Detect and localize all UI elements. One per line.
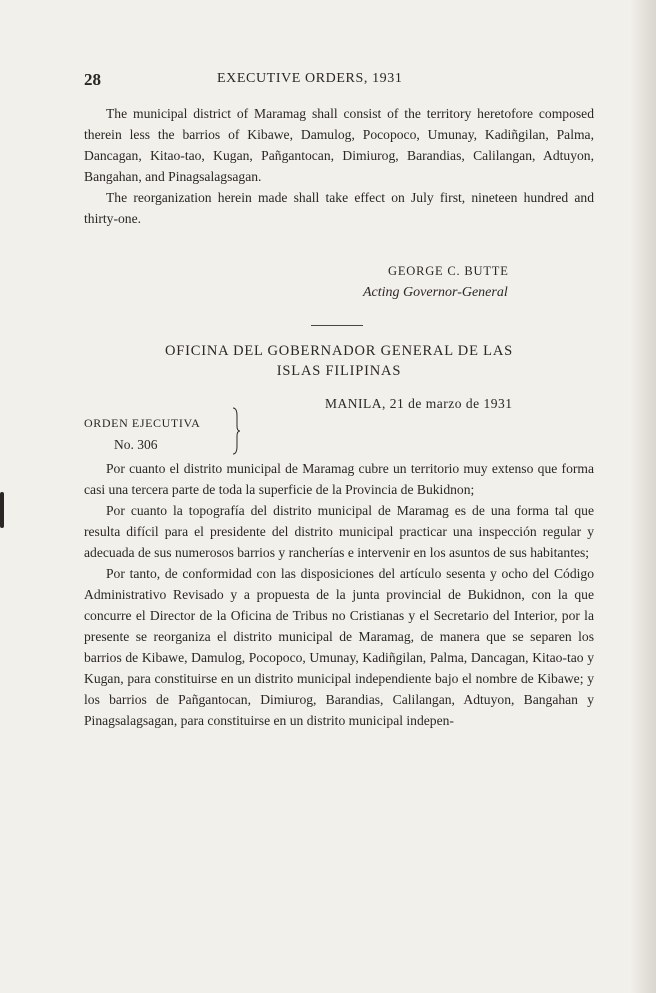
office-title [84, 341, 594, 381]
signer-name: GEORGE C. BUTTE [388, 264, 509, 278]
binding-mark [0, 492, 4, 528]
office-title-line: OFICINA DEL GOBERNADOR GENERAL DE LAS [165, 343, 513, 359]
section-divider [311, 325, 363, 326]
page-edge-shadow [630, 0, 656, 993]
paragraph: The reorganization herein made shall take effect on July first, nineteen hundred and thirty-one. [84, 190, 594, 226]
place-date: MANILA, 21 de marzo de 1931 [325, 396, 513, 411]
order-label: ORDEN EJECUTIVA [84, 416, 201, 430]
office-title-line: ISLAS FILIPINAS [276, 363, 402, 379]
page-header [84, 70, 594, 92]
paragraph: The municipal district of Maramag shall consist of the territory heretofore composed therein less the barrios of Kibawe, Damulog, Pocopoco, Umunay, Kadiñgilan, Palma, Dancagan, Kitao-tao, Kugan, Pañgantocan, Dimiurog, Barandias, Calilangan, Adtuyon, Bangahan, and Pinagsalagsagan. [84, 106, 594, 184]
order-number: No. 306 [114, 437, 158, 452]
page-number: 28 [84, 70, 101, 89]
signer-title: Acting Governor-General [363, 285, 508, 300]
english-section [84, 103, 594, 229]
paragraph: Por cuanto la topografía del distrito municipal de Maramag es de una forma tal que resulta difícil para el presidente del distrito municipal practicar una inspección regular y adecuada de sus numerosos barrios y rancherías e intervenir en los asuntos de sus habitantes; [84, 503, 594, 560]
spanish-section [84, 458, 594, 731]
running-head: EXECUTIVE ORDERS, 1931 [217, 71, 403, 86]
paragraph: Por cuanto el distrito municipal de Maramag cubre un territorio muy extenso que forma casi una tercera parte de toda la superficie de la Provincia de Bukidnon; [84, 461, 594, 497]
paragraph: Por tanto, de conformidad con las disposiciones del artículo sesenta y ocho del Código Administrativo Revisado y a propuesta de la junta provincial de Bukidnon, con la que concurre el Director de la Oficina de Tribus no Cristianas y el Secretario del Interior, por la presente se reorganiza el distrito municipal de Maramag, de manera que se separen los barrios de Kibawe, Damulog, Pocopoco, Umunay, Kadiñgilan, Palma, Dancagan, Kitao-tao y Kugan, para constituirse en un distrito municipal independiente bajo el nombre de Kibawe; y los barrios de Pañgantocan, Dimiurog, Barandias, Calilangan, Adtuyon, Bangahan y Pinagsalagsagan, para constituirse en un distrito municipal indepen- [84, 566, 594, 728]
brace-icon [232, 406, 240, 456]
